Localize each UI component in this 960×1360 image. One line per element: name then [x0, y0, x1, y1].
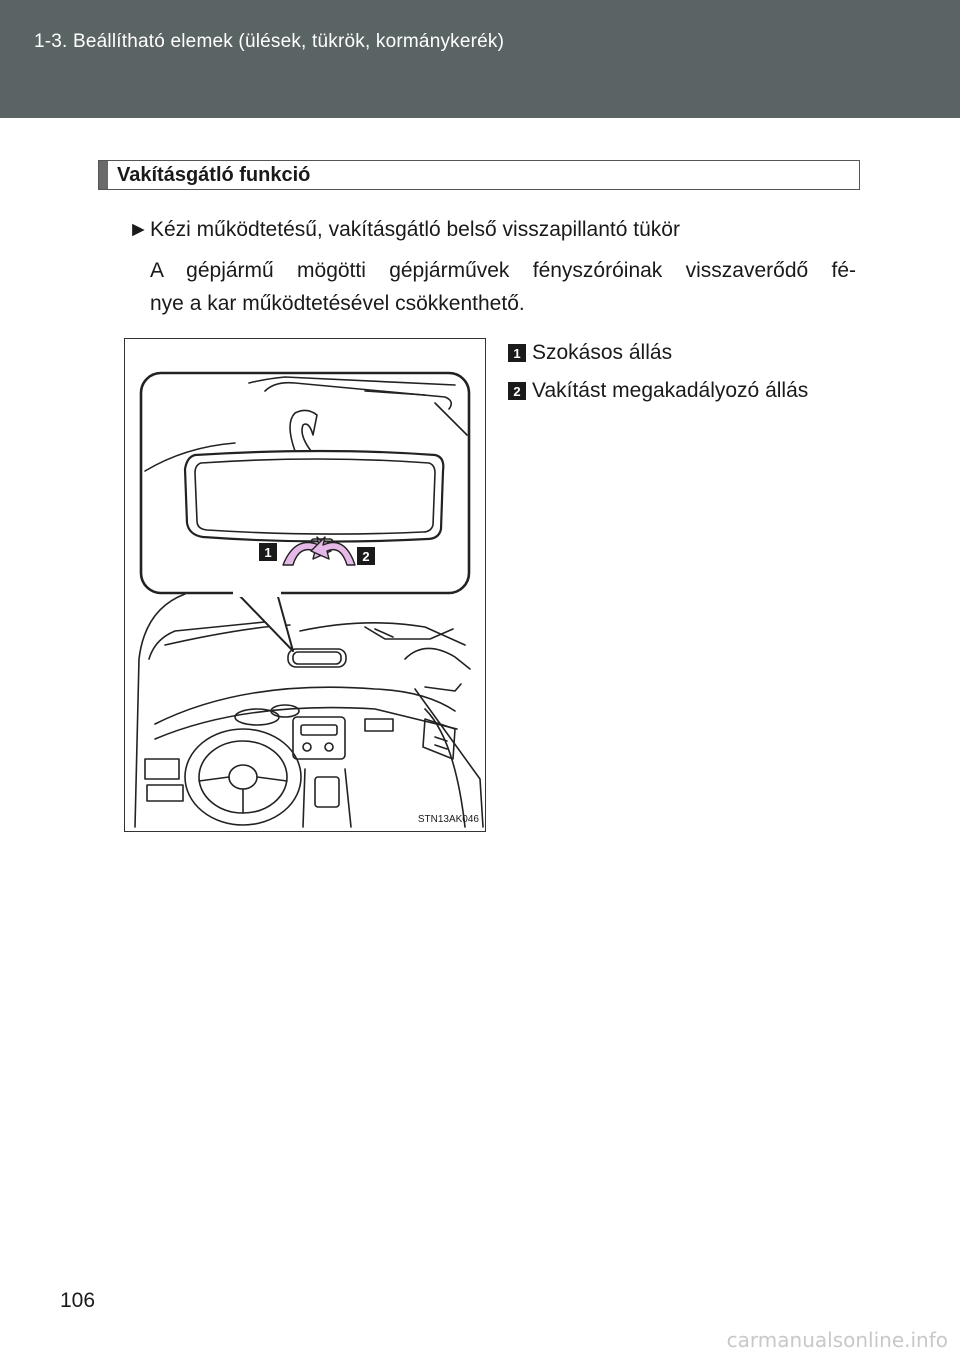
number-2-badge: 2 — [508, 382, 526, 400]
description-paragraph — [150, 254, 856, 320]
mirror-illustration — [124, 338, 486, 832]
a-pillar-left-line — [135, 594, 185, 827]
section-title: Vakításgátló funkció — [117, 164, 311, 186]
header-band — [0, 0, 960, 118]
legend-label-2: Vakítást megakadályozó állás — [532, 379, 809, 402]
gear-shifter — [315, 777, 339, 807]
dashboard-line — [155, 687, 455, 724]
watermark: carmanualsonline.info — [726, 1328, 948, 1352]
figure-legend — [508, 334, 808, 410]
number-1-badge: 1 — [508, 344, 526, 362]
callout-1-text: 1 — [264, 545, 272, 560]
triangle-bullet-icon: ► — [128, 218, 149, 241]
callout-2-text: 2 — [362, 549, 370, 564]
callout-pointer — [237, 593, 293, 651]
car-interior-drawing — [125, 339, 486, 832]
callout-box — [141, 373, 469, 593]
section-accent — [99, 161, 108, 189]
paragraph-line-1: A gépjármű mögötti gépjárművek fényszóróinak visszaverődő fé- — [150, 259, 856, 282]
bullet-text: Kézi működtetésű, vakításgátló belső visszapillantó tükör — [150, 218, 680, 241]
bullet-item — [128, 218, 680, 242]
section-heading — [98, 160, 860, 190]
legend-label-1: Szokásos állás — [532, 341, 673, 364]
figure-code: STN13AK046 — [417, 814, 479, 825]
chapter-title: 1-3. Beállítható elemek (ülések, tükrök, kormánykerék) — [34, 31, 505, 52]
page-number: 106 — [60, 1289, 96, 1312]
paragraph-line-2: nye a kar működtetésével csökkenthető. — [150, 292, 525, 315]
legend-item-1 — [508, 334, 808, 372]
legend-item-2 — [508, 372, 808, 410]
